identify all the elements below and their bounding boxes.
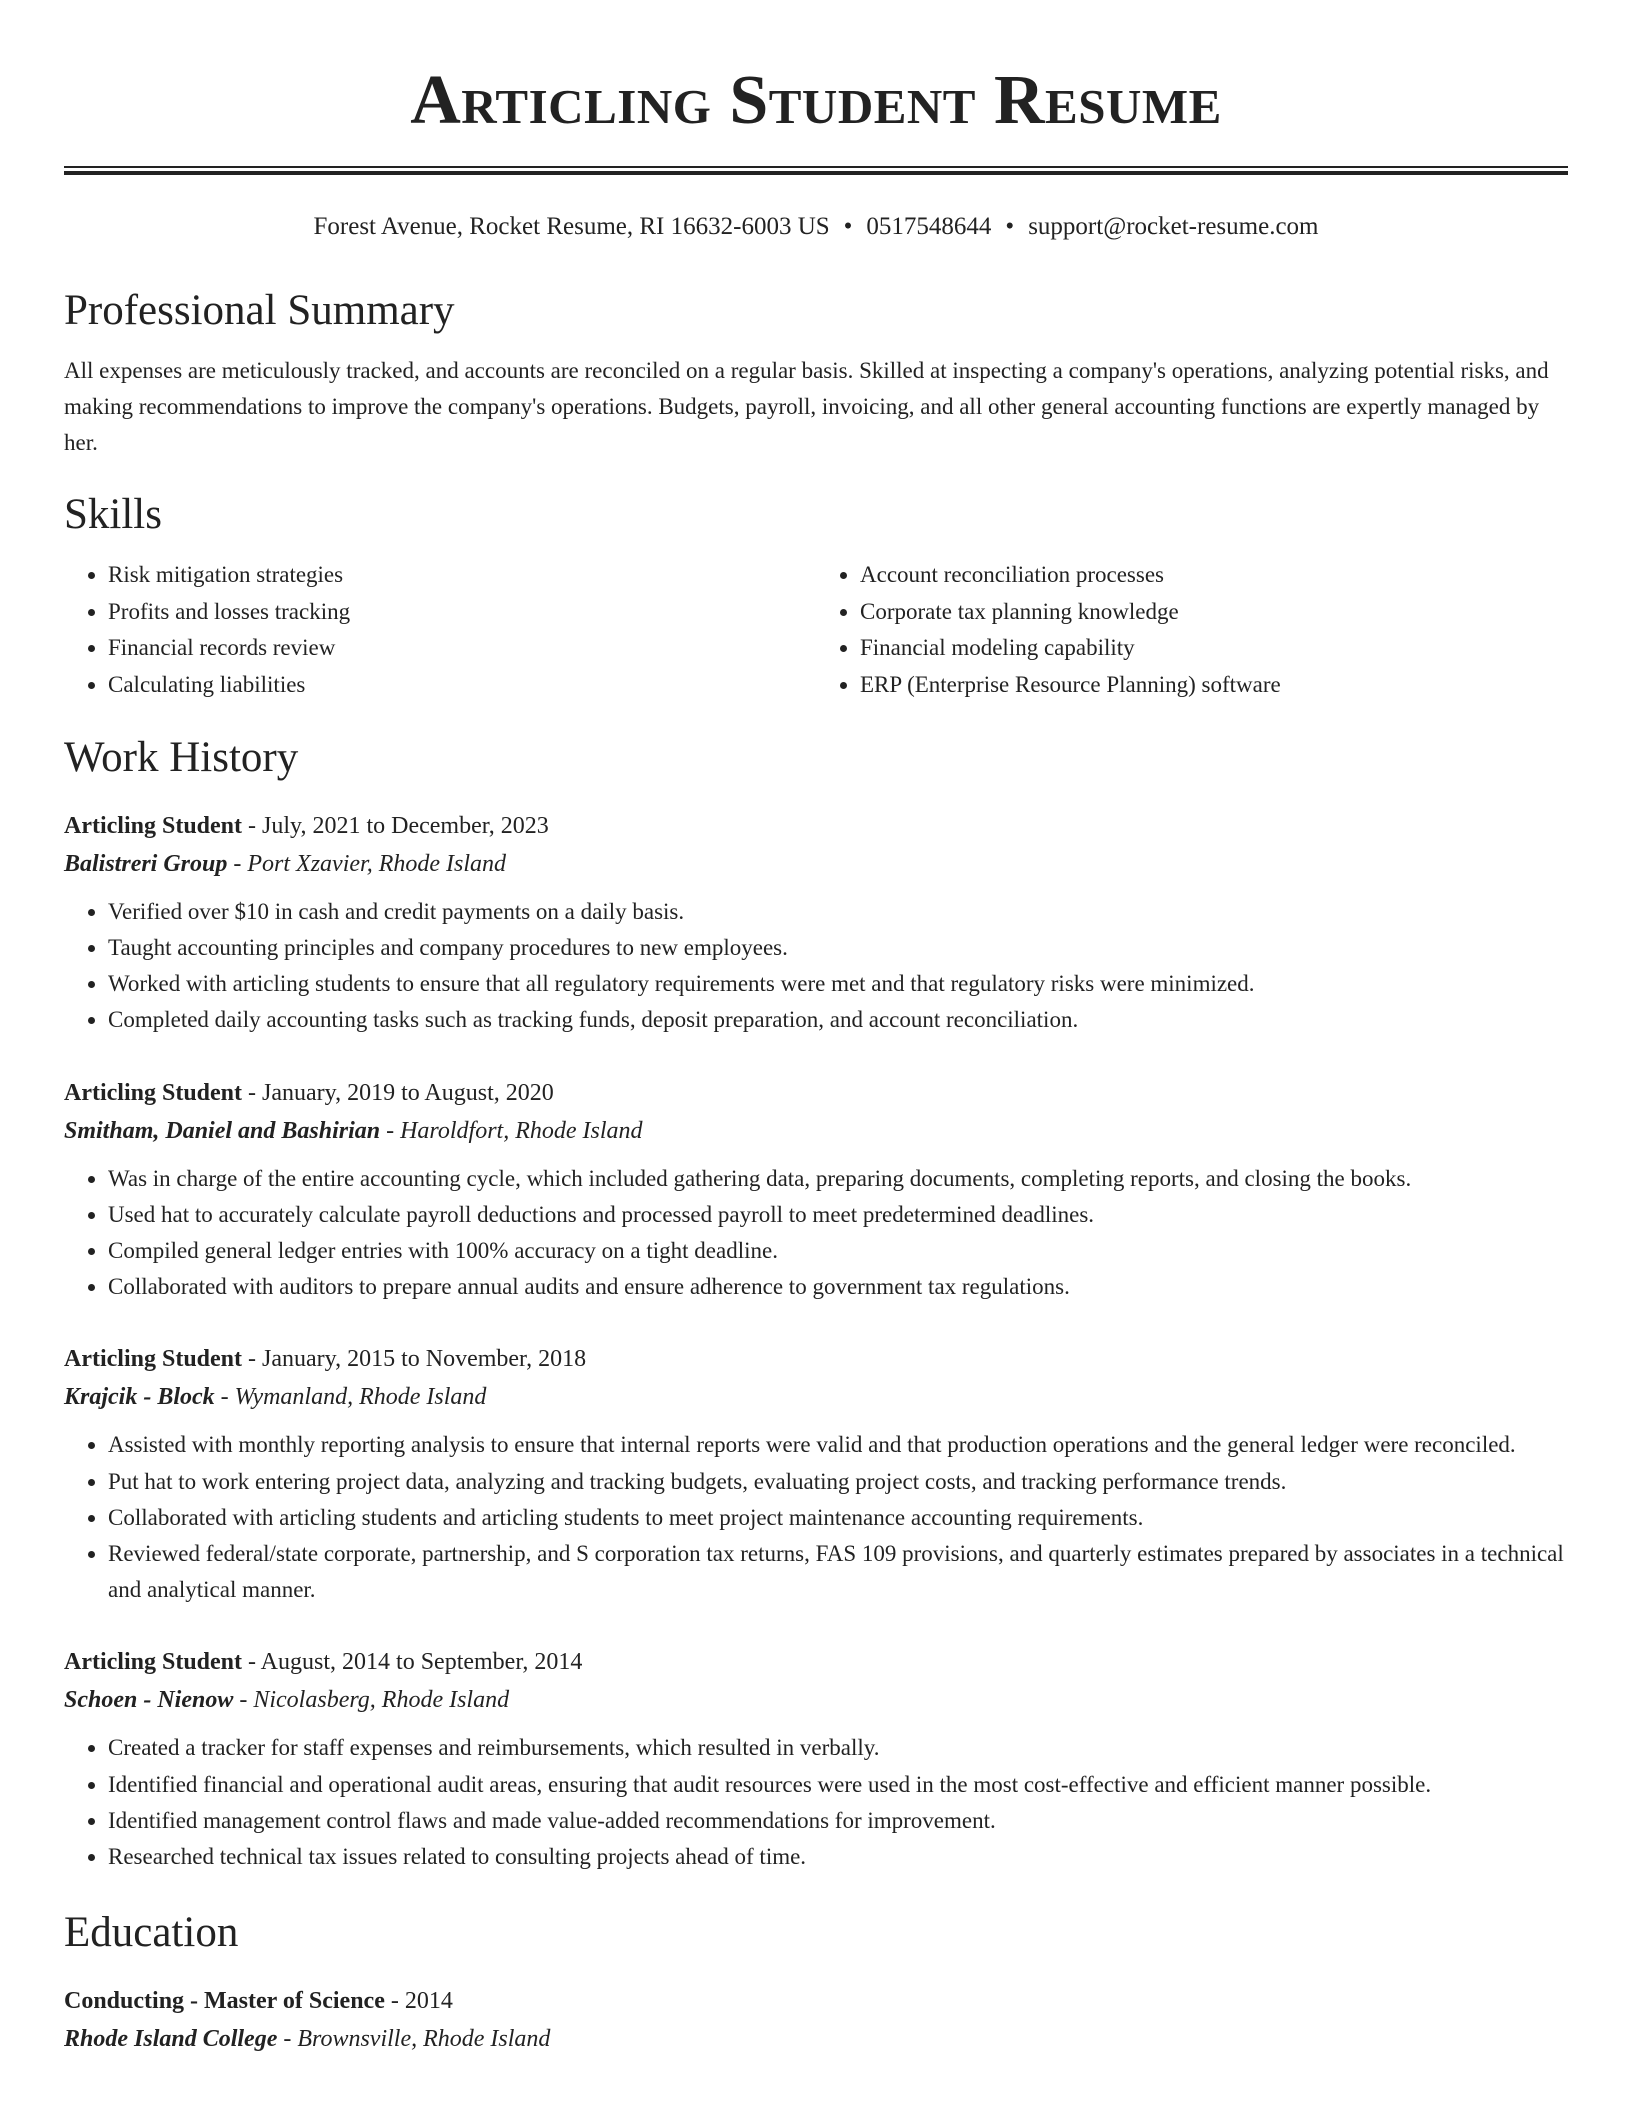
job-bullet: • Was in charge of the entire accounting cycle, which included gathering data, preparing documents, completing reports, and closing the books. [108,1161,1568,1197]
job-bullet: • Collaborated with auditors to prepare annual audits and ensure adherence to government tax regulations. [108,1269,1568,1305]
company-name: Smitham, Daniel and Bashirian [64,1117,381,1144]
contact-address: Forest Avenue, Rocket Resume, RI 16632-6003 US [313,213,830,240]
job-dates: - January, 2019 to August, 2020 [242,1079,554,1106]
job-dates: - July, 2021 to December, 2023 [242,812,549,839]
contact-separator: • [843,213,853,240]
education-year: - 2014 [384,1988,453,2015]
company-location: - Haroldfort, Rhode Island [380,1117,643,1144]
skill-item: • Financial records review [108,630,816,667]
skill-item: • Risk mitigation strategies [108,557,816,594]
job-header [64,808,1568,844]
education-section [64,1905,1568,2059]
resume-title: Articling Student Resume [410,62,1222,139]
job-bullet: • Identified financial and operational audit areas, ensuring that audit resources were used in the most cost-effective and efficient manner possible. [108,1767,1568,1803]
job-bullet: • Put hat to work entering project data, analyzing and tracking budgets, evaluating project costs, and tracking performance trends. [108,1464,1568,1500]
job-title: Articling Student [64,1346,243,1373]
education-heading: Education [64,1909,239,1957]
skill-item: • Profits and losses tracking [108,594,816,631]
job-bullet: • Reviewed federal/state corporate, partnership, and S corporation tax returns, FAS 109 provisions, and quarterly estimates prepared by associates in a technical and analytical manner. [108,1536,1568,1608]
company-name: Schoen - Nienow [64,1687,234,1714]
job-entry [64,1644,1568,1875]
job-bullet: • Created a tracker for staff expenses and reimbursements, which resulted in verbally. [108,1730,1568,1766]
company-name: Krajcik - Block [64,1384,215,1411]
contact-separator: • [1005,213,1015,240]
education-degree: Conducting - Master of Science [64,1988,385,2015]
work-history-section [64,730,1568,1875]
contact-phone: 0517548644 [866,213,992,240]
job-bullets [64,1427,1568,1608]
job-company-line [64,1111,1568,1151]
job-bullet: • Assisted with monthly reporting analysis to ensure that internal reports were valid and that production operations and the general ledger were reconciled. [108,1427,1568,1463]
job-header [64,1075,1568,1111]
job-company-line [64,1377,1568,1417]
job-bullet: • Identified management control flaws and made value-added recommendations for improvement. [108,1803,1568,1839]
job-company-line [64,844,1568,884]
job-bullets [64,1161,1568,1306]
contact-email: support@rocket-resume.com [1028,213,1319,240]
job-bullet: • Worked with articling students to ensure that all regulatory requirements were met and that regulatory risks were minimized. [108,966,1568,1002]
skills-column-left [64,557,816,704]
job-bullet: • Used hat to accurately calculate payroll deductions and processed payroll to meet predetermined deadlines. [108,1197,1568,1233]
job-dates: - January, 2015 to November, 2018 [242,1346,587,1373]
summary-text: All expenses are meticulously tracked, and accounts are reconciled on a regular basis. Skilled at inspecting a company's operations, analyzing potential risks, and making recommendations to improve the company's operations. Budgets, payroll, invoicing, and all other general accounting functions are expertly managed by her. [64,358,1549,455]
education-header [64,1983,1568,2019]
skill-item: • Calculating liabilities [108,667,816,704]
job-entry [64,808,1568,1039]
skill-item: • Corporate tax planning knowledge [860,594,1568,631]
job-bullet: • Completed daily accounting tasks such as tracking funds, deposit preparation, and account reconciliation. [108,1002,1568,1038]
skills-column-right [816,557,1568,704]
skill-item: • ERP (Enterprise Resource Planning) software [860,667,1568,704]
professional-summary-section [64,283,1568,461]
skill-item: • Financial modeling capability [860,630,1568,667]
company-location: - Nicolasberg, Rhode Island [233,1687,510,1714]
job-bullet: • Researched technical tax issues related to consulting projects ahead of time. [108,1839,1568,1875]
summary-heading: Professional Summary [64,287,455,334]
job-bullets [64,894,1568,1039]
school-location: - Brownsville, Rhode Island [277,2026,551,2053]
skills-heading: Skills [64,491,162,538]
company-location: - Wymanland, Rhode Island [214,1384,487,1411]
job-bullet: • Taught accounting principles and company procedures to new employees. [108,930,1568,966]
job-entry [64,1075,1568,1306]
job-dates: - August, 2014 to September, 2014 [242,1649,583,1676]
job-title: Articling Student [64,812,243,839]
job-title: Articling Student [64,1079,243,1106]
skill-item: • Account reconciliation processes [860,557,1568,594]
skills-columns [64,557,1568,704]
work-history-heading: Work History [64,733,299,781]
job-company-line [64,1680,1568,1720]
company-location: - Port Xzavier, Rhode Island [227,850,506,877]
job-title: Articling Student [64,1649,243,1676]
school-name: Rhode Island College [64,2026,278,2053]
job-bullet: • Verified over $10 in cash and credit payments on a daily basis. [108,894,1568,930]
contact-line [64,211,1568,243]
title-divider [64,166,1568,175]
job-bullet: • Collaborated with articling students and articling students to meet project maintenance accounting requirements. [108,1500,1568,1536]
skills-section [64,487,1568,704]
job-bullets [64,1730,1568,1875]
job-bullet: • Compiled general ledger entries with 100% accuracy on a tight deadline. [108,1233,1568,1269]
company-name: Balistreri Group [64,850,228,877]
job-entry [64,1341,1568,1608]
job-header [64,1341,1568,1377]
education-school-line [64,2019,1568,2059]
job-header [64,1644,1568,1680]
